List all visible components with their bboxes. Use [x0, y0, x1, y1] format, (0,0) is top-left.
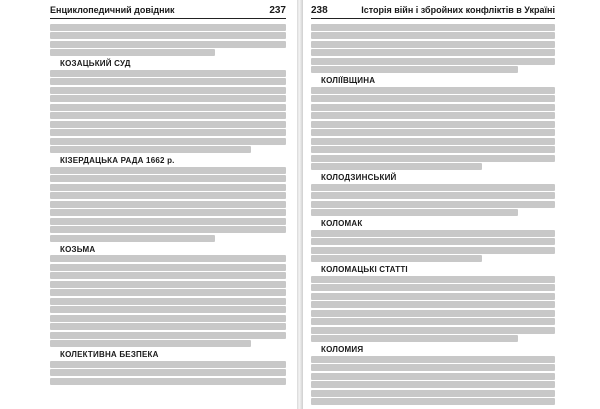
right-running-head-title: Історія війн і збройних конфліктів в Україні	[361, 5, 555, 15]
entry-kolektyvna-bezpeka	[50, 350, 286, 385]
entry-kolomatski-statti	[311, 265, 555, 342]
entry-kozma	[50, 245, 286, 348]
entry-headword: КОЛОМАК	[321, 219, 363, 228]
entry-kizerdatska-rada	[50, 156, 286, 242]
right-page	[303, 0, 600, 409]
entry-headword: КОЛОДЗИНСЬКИЙ	[321, 173, 397, 182]
entry-headword: КОЛІЇВЩИНА	[321, 76, 376, 85]
entry-kolodzynskyi	[311, 173, 555, 216]
entry-headword: КОЛОМАЦЬКІ СТАТТІ	[321, 265, 408, 274]
entry-kozatskyi-sud	[50, 59, 286, 153]
entry-headword: КОЛОМИЯ	[321, 345, 364, 354]
left-preceding-text	[50, 24, 286, 57]
entry-kolomyia	[311, 345, 555, 405]
left-column	[50, 22, 286, 388]
left-page-number: 237	[269, 4, 286, 16]
right-page-number: 238	[311, 4, 328, 16]
entry-koliivshchyna	[311, 76, 555, 170]
right-preceding-text	[311, 24, 555, 74]
entry-headword: КОЛЕКТИВНА БЕЗПЕКА	[60, 350, 159, 359]
left-running-head	[50, 4, 286, 19]
right-running-head	[311, 4, 555, 19]
left-page	[0, 0, 297, 409]
entry-kolomak	[311, 219, 555, 262]
right-column	[311, 22, 555, 408]
entry-headword: КОЗЬМА	[60, 244, 96, 254]
entry-headword: КІЗЕРДАЦЬКА РАДА 1662 р.	[60, 156, 175, 165]
left-running-head-title: Енциклопедичний довідник	[50, 5, 175, 15]
entry-headword: КОЗАЦЬКИЙ СУД	[60, 59, 131, 68]
